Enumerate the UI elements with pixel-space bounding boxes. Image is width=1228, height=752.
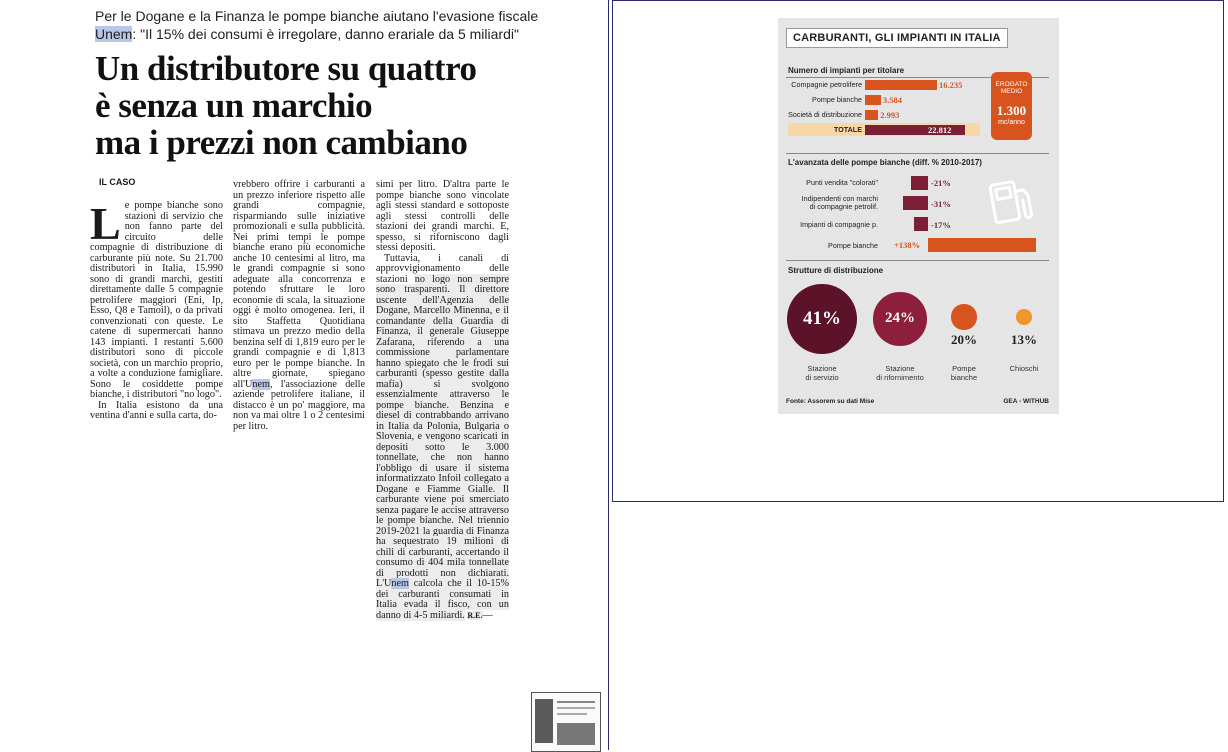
donut-chioschi bbox=[1016, 309, 1032, 325]
col1-paragraph-2: In Italia esistono da una ventina d'anni e sulla carta, do- bbox=[90, 399, 223, 421]
drop-cap: L bbox=[90, 198, 121, 249]
row-label-indipendenti-1: Indipendenti con marchi bbox=[801, 194, 878, 203]
byline: R.E. bbox=[467, 610, 483, 620]
infographic bbox=[778, 18, 1059, 414]
bar-societa bbox=[865, 110, 878, 120]
col3-paragraph-2-shaded: no logo non sempre sono trasparenti. Il direttore uscente dell'Agenzia delle Dogane, Marcello Minenna, e il comandante della Guardia di Finanza, il generale Giuseppe Zafarana, riferendo a una commissione parlamentare hanno spiegato che le frodi sui carburanti (spesso gestite dalla mafia) si svolgono essenzialmente attraverso le pompe bianche. Benzina e diesel di contrabbando arrivano in Italia da Polonia, Bulgaria o Slovenia, e vengono scaricati in depositi sotto le 3.000 tonnellate, che non hanno l'obbligo di usare il sistema informatizzato Infoil collegato a Dogane e Fiamme Gialle. Il carburante viene poi smerciato senza pagare le accise attraverso le pompe bianche. Nel triennio 2019-2021 la guardia di Finanza ha sequestrato 19 milioni di chili di carburanti, accertando il consumo di 404 mila tonnellate di prodotti non dichiarati. L'U bbox=[376, 273, 509, 589]
end-mark: — bbox=[482, 609, 493, 621]
value-compagnie: 16.235 bbox=[939, 80, 963, 90]
bar-compagnie bbox=[865, 80, 937, 90]
bar-pompe-bianche bbox=[865, 95, 881, 105]
thumbnail-image bbox=[557, 723, 595, 745]
article bbox=[0, 0, 609, 750]
caption-stazione-rifornimento bbox=[860, 364, 940, 382]
diff-value-indipendenti: -31% bbox=[931, 199, 951, 209]
section-label: IL CASO bbox=[99, 177, 136, 187]
erogato-badge bbox=[991, 72, 1032, 140]
row-label-pompe-bianche-2: Pompe bianche bbox=[828, 241, 878, 250]
caption-chioschi bbox=[994, 364, 1054, 373]
credit: GEA - WITHUB bbox=[1003, 398, 1049, 405]
highlighted-org: nem bbox=[391, 578, 409, 589]
pct-stazione-rifornimento: 24% bbox=[885, 310, 915, 326]
diff-bar-impianti bbox=[914, 217, 928, 231]
pct-pompe-bianche: 20% bbox=[951, 332, 977, 347]
headline-line-3: ma i prezzi non cambiano bbox=[95, 123, 468, 162]
caption-line: di servizio bbox=[805, 373, 839, 382]
diff-bar-indipendenti bbox=[903, 196, 928, 210]
col1-paragraph-1: e pompe bianche sono stazioni di servizio che non fanno parte del circuito delle compagnie di distribuzione di carburante più note. Su 21.700 distributori in Italia, 15.990 sono di grandi marchi, gestiti direttamente dalle 5 compagnie petrolifere maggiori (Eni, Ip, Esso, Q8 e Tamoil), o da privati convenzionati con queste. Le catene di supermercati hanno 143 impianti. I restanti 5.600 distributori sono di piccole società, con un marchio proprio, a volte a conduzione famigliare. Sono le cosiddette pompe bianche, i distributori "no logo". bbox=[90, 200, 223, 400]
row-label-impianti: Impianti di compagnie p. bbox=[800, 220, 878, 229]
row-label-colorati: Punti vendita "colorati" bbox=[806, 178, 878, 187]
col3-paragraph-2: Tuttavia, i canali di approvvigionamento delle stazioni bbox=[376, 252, 509, 285]
col3-paragraph-2-end: calcola che il 10-15% dei carburanti consumati in Italia evada il fisco, con un danno di 4-5 miliardi. bbox=[376, 578, 509, 621]
highlighted-org: nem bbox=[252, 378, 270, 390]
row-label-societa: Società di distribuzione bbox=[788, 110, 862, 119]
col2-paragraph-1-end: , l'associazione delle aziende petrolifere italiane, il distacco è un po' maggiore, ma non va mai oltre 1 o 2 centesimi per litro. bbox=[233, 378, 365, 432]
thumbnail-photo bbox=[535, 699, 553, 743]
caption-line: Stazione bbox=[885, 364, 915, 373]
caption-line: bianche bbox=[950, 373, 978, 382]
headline-line-2: è senza un marchio bbox=[95, 86, 373, 125]
headline bbox=[95, 50, 476, 161]
section3-title: Strutture di distribuzione bbox=[788, 266, 884, 275]
diff-value-pompe-bianche: +138% bbox=[894, 240, 921, 250]
erogato-label-1: EROGATO bbox=[995, 81, 1028, 88]
section2-title: L'avanzata delle pompe bianche (diff. % 2010-2017) bbox=[788, 158, 982, 167]
highlighted-org: Unem bbox=[95, 26, 133, 42]
source-note: Fonte: Assorem su dati Mise bbox=[786, 398, 875, 405]
divider bbox=[786, 260, 1049, 261]
thumbnail-line bbox=[557, 707, 595, 709]
section1-title: Numero di impianti per titolare bbox=[788, 66, 905, 75]
kicker-line-1: Per le Dogane e la Finanza le pompe bianche aiutano l'evasione fiscale bbox=[95, 8, 539, 24]
erogato-value: 1.300 bbox=[996, 103, 1027, 118]
value-societa: 2.993 bbox=[880, 110, 900, 120]
diff-value-impianti: -17% bbox=[931, 220, 951, 230]
diff-bar-pompe-bianche bbox=[928, 238, 1036, 252]
thumbnail-line bbox=[557, 701, 595, 703]
caption-line: Pompe bbox=[952, 364, 976, 373]
col2-paragraph-1: vrebbero offrire i carburanti a un prezzo inferiore rispetto alle grandi compagnie, risparmiando sulle iniziative promozionali e sulla pubblicità. Nei primi tempi le pompe bianche erano più economiche anche 10 centesimi al litro, ma le grandi compagnie si sono adeguate alla concorrenza e potendo sfruttare le loro economie di scala, la situazione oggi è molto omogenea. Ieri, il sito Staffetta Quotidiana stimava un prezzo medio della benzina self di 1,819 euro per le grandi compagnie e di 1,813 euro per le pompe bianche. In altre giornate, spiegano all'U bbox=[233, 179, 365, 390]
caption-line: Chioschi bbox=[1009, 364, 1039, 373]
thumbnail-line bbox=[557, 713, 587, 715]
donut-pompe-bianche bbox=[951, 304, 976, 329]
caption-stazione-servizio bbox=[782, 364, 862, 382]
fuel-pump-icon bbox=[983, 176, 1041, 228]
value-totale: 22.812 bbox=[928, 125, 952, 135]
diff-value-colorati: -21% bbox=[931, 178, 951, 188]
article-column-3 bbox=[376, 180, 509, 621]
infographic-title: CARBURANTI, GLI IMPIANTI IN ITALIA bbox=[786, 28, 1008, 48]
pct-stazione-servizio: 41% bbox=[803, 308, 841, 329]
page-thumbnail[interactable] bbox=[531, 692, 601, 752]
divider bbox=[786, 153, 1049, 154]
erogato-label-2: MEDIO bbox=[1000, 88, 1023, 95]
diff-bar-colorati bbox=[911, 176, 928, 190]
erogato-unit: mc/anno bbox=[998, 119, 1025, 126]
col3-paragraph-1: simi per litro. D'altra parte le pompe bianche sono vincolate agli stessi standard e sottoposte agli stessi controlli delle stazioni dei grandi marchi. E, spesso, si riforniscono dagli stessi depositi. bbox=[376, 179, 509, 253]
row-label-pompe-bianche: Pompe bianche bbox=[812, 95, 862, 104]
row-label-compagnie: Compagnie petrolifere bbox=[791, 80, 862, 89]
row-label-totale: TOTALE bbox=[833, 125, 862, 134]
column-divider bbox=[608, 0, 609, 750]
pct-chioschi: 13% bbox=[1011, 332, 1037, 347]
article-column-2 bbox=[233, 180, 365, 432]
article-column-1 bbox=[90, 198, 223, 422]
caption-line: Stazione bbox=[807, 364, 837, 373]
kicker-quote: : "Il 15% dei consumi è irregolare, danno erariale da 5 miliardi" bbox=[132, 26, 519, 42]
row-label-indipendenti bbox=[778, 195, 878, 211]
row-label-indipendenti-2: di compagnie petrolif. bbox=[809, 202, 878, 211]
value-pompe-bianche: 3.584 bbox=[882, 95, 903, 105]
headline-line-1: Un distributore su quattro bbox=[95, 49, 477, 88]
kicker-line-2 bbox=[95, 26, 519, 42]
caption-line: di rifornimento bbox=[876, 373, 924, 382]
caption-pompe-bianche bbox=[934, 364, 994, 382]
